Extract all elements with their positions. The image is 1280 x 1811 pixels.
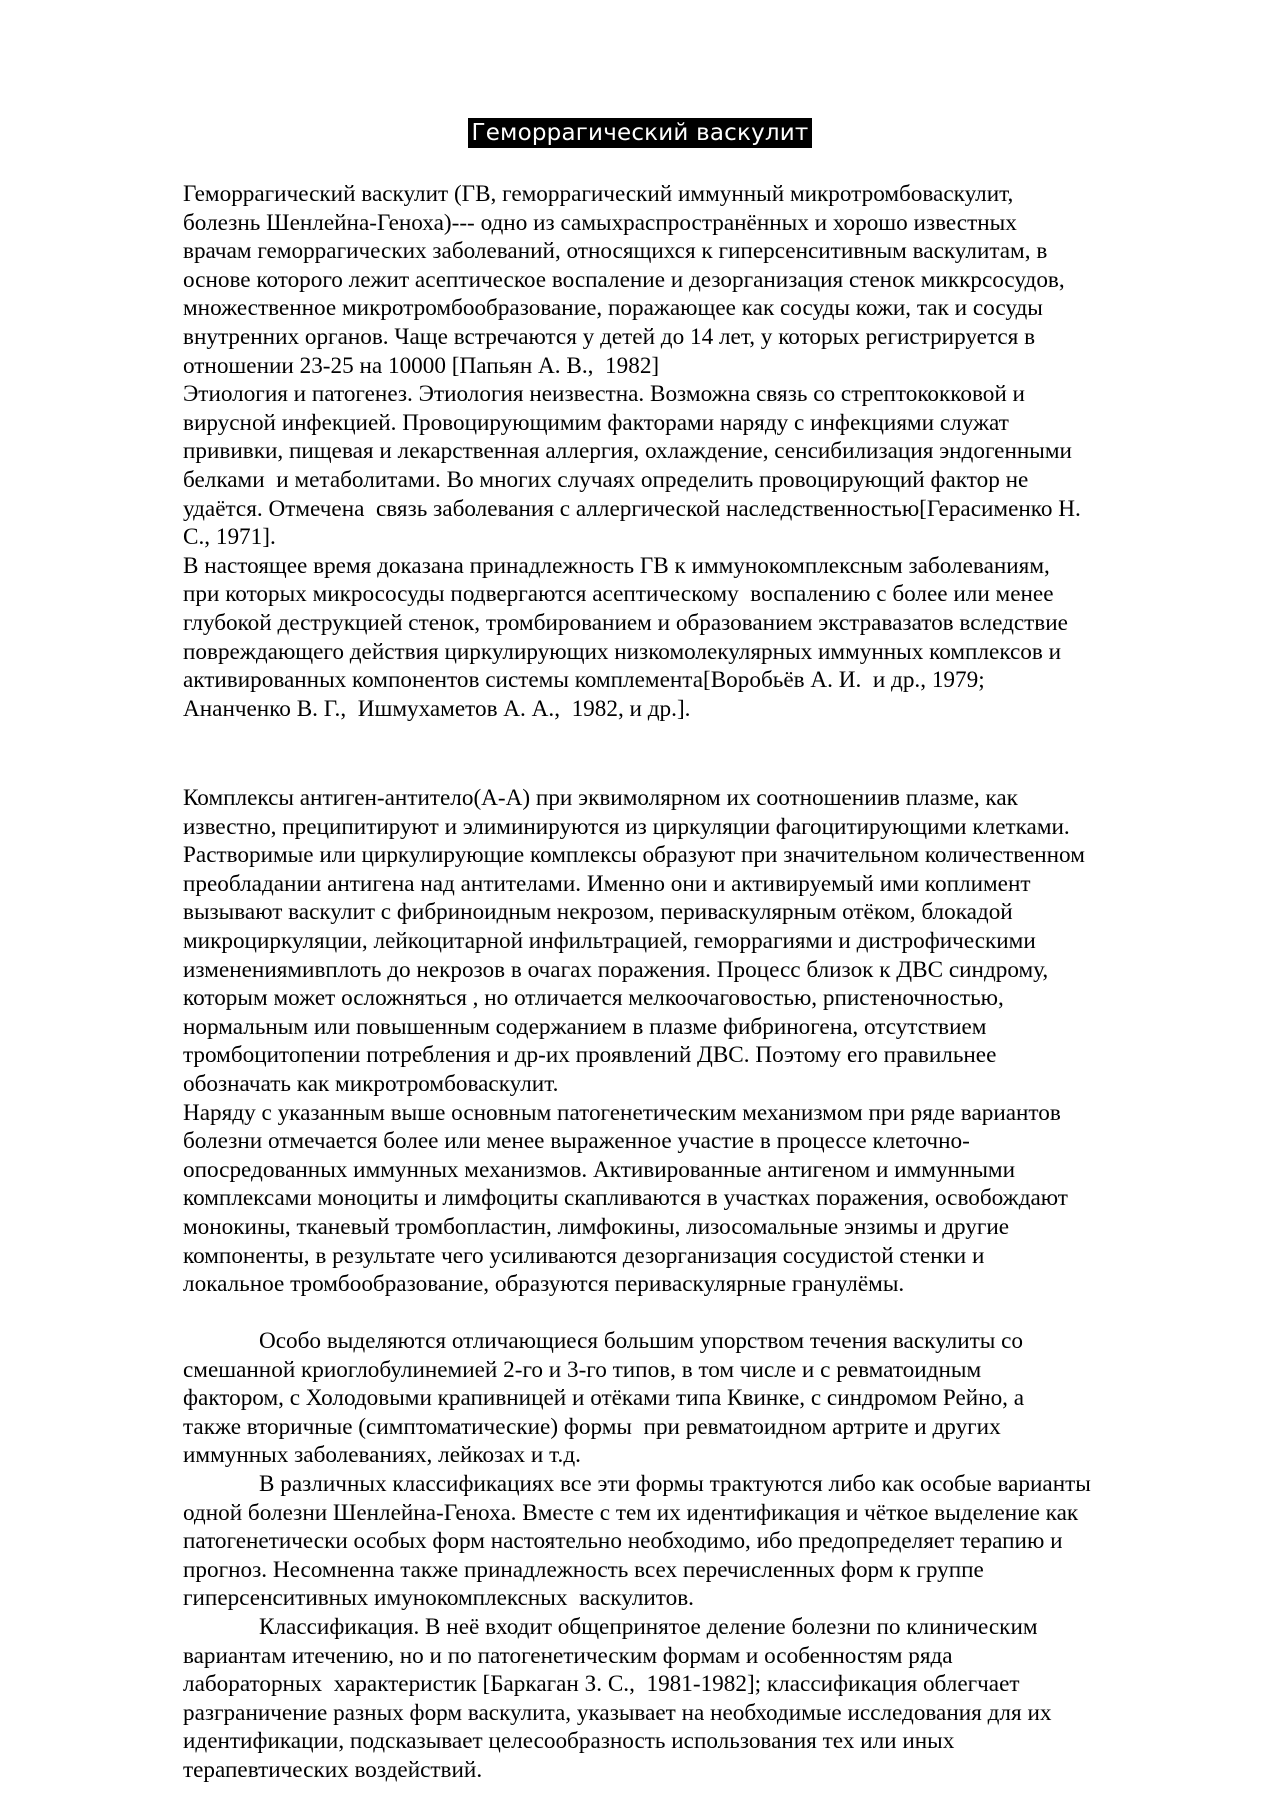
text-line: вирусной инфекцией. Провоцирующимим факторами наряду с инфекциями служат — [183, 409, 1009, 436]
text-line: Ананченко В. Г., Ишмухаметов А. А., 1982, и др.]. — [183, 695, 691, 722]
text-line: обозначать как микротромбоваскулит. — [183, 1070, 559, 1097]
text-line: комплексами моноциты и лимфоциты скапливаются в участках поражения, освобождают — [183, 1185, 1068, 1212]
title-container — [0, 118, 1280, 148]
text-line: которым может осложняться , но отличается мелкоочаговостью, рпистеночностью, — [183, 985, 1004, 1012]
text-line: основе которого лежит асептическое воспаление и дезорганизация стенок миккрсосудов, — [183, 266, 1065, 293]
text-line: лабораторных характеристик [Баркаган З. С., 1981-1982]; классификация облегчает — [183, 1671, 1020, 1698]
text-line: белками и метаболитами. Во многих случаях определить провоцирующий фактор не — [183, 466, 1029, 493]
text-line: гиперсенситивных имунокомплексных васкулитов. — [183, 1585, 694, 1612]
text-line: изменениямивплоть до некрозов в очагах поражения. Процесс близок к ДВС синдрому, — [183, 956, 1049, 983]
text-line: прогноз. Несомненна также принадлежность всех перечисленных форм к группе — [183, 1556, 984, 1583]
text-line: глубокой деструкцией стенок, тромбированием и образованием экстравазатов вследствие — [183, 609, 1068, 636]
text-line: при которых микрососуды подвергаются асептическому воспалению с более или менее — [183, 581, 1054, 608]
text-line: смешанной криоглобулинемией 2-го и 3-го типов, в том числе и с ревматоидным — [183, 1356, 982, 1383]
text-line: тромбоцитопении потребления и др-их проявлений ДВС. Поэтому его правильнее — [183, 1042, 997, 1069]
text-line: врачам геморрагических заболеваний, относящихся к гиперсенситивным васкулитам, в — [183, 238, 1048, 265]
text-line: нормальным или повышенным содержанием в плазме фибриногена, отсутствием — [183, 1013, 987, 1040]
text-line: Классификация. В неё входит общепринятое деление болезни по клиническим — [259, 1613, 1038, 1640]
text-line: разграничение разных форм васкулита, указывает на необходимые исследования для их — [183, 1699, 1052, 1726]
text-line: Особо выделяются отличающиеся большим упорством течения васкулиты со — [259, 1328, 1024, 1354]
text-line: иммунных заболеваниях, лейкозах и т.д. — [183, 1442, 581, 1469]
text-line: монокины, тканевый тромбопластин, лимфокины, лизосомальные энзимы и другие — [183, 1213, 1010, 1240]
text-line: вариантам итечению, но и по патогенетическим формам и особенностям ряда — [183, 1642, 953, 1669]
paragraph-block-classification — [183, 1327, 1203, 1785]
text-line: В настоящее время доказана принадлежность ГВ к иммунокомплексным заболеваниям, — [183, 552, 1050, 579]
text-line: болезни отмечается более или менее выраженное участие в процессе клеточно- — [183, 1128, 970, 1155]
text-line: одной болезни Шенлейна-Геноха. Вместе с тем их идентификация и чёткое выделение как — [183, 1499, 1079, 1526]
text-line: отношении 23-25 на 10000 [Папьян А. В., 1982] — [183, 352, 660, 379]
text-line: терапевтических воздействий. — [183, 1756, 483, 1783]
text-line: также вторичные (симптоматические) формы при ревматоидном артрите и других — [183, 1413, 1001, 1440]
text-line: Этиология и патогенез. Этиология неизвестна. Возможна связь со стрептококковой и — [183, 381, 1025, 408]
text-line: компоненты, в результате чего усиливаются дезорганизация сосудистой стенки и — [183, 1242, 985, 1269]
text-line: прививки, пищевая и лекарственная аллергия, охлаждение, сенсибилизация эндогенными — [183, 438, 1072, 465]
text-line: известно, преципитируют и элиминируются из циркуляции фагоцитирующими клетками. — [183, 813, 1070, 840]
text-line: идентификации, подсказывает целесообразность использования тех или иных — [183, 1728, 955, 1755]
text-line: вызывают васкулит с фибриноидным некрозом, периваскулярным отёком, блокадой — [183, 899, 1013, 926]
text-line: микроциркуляции, лейкоцитарной инфильтрацией, геморрагиями и дистрофическими — [183, 927, 1036, 954]
paragraph-block-pathogenesis — [183, 784, 1203, 1299]
text-line: локальное тромбообразование, образуются периваскулярные гранулёмы. — [183, 1271, 905, 1298]
text-line: активированных компонентов системы комплемента[Воробьёв А. И. и др., 1979; — [183, 667, 985, 694]
text-line: болезнь Шенлейна-Геноха)--- одно из самыхраспространённых и хорошо известных — [183, 209, 1017, 236]
text-line: Наряду с указанным выше основным патогенетическим механизмом при ряде вариантов — [183, 1099, 1061, 1126]
text-line: С., 1971]. — [183, 524, 276, 551]
paragraph-block-etiology — [183, 180, 1203, 723]
text-line: внутренних органов. Чаще встречаются у детей до 14 лет, у которых регистрируется в — [183, 323, 1036, 350]
text-line: удаётся. Отмечена связь заболевания с аллергической наследственностью[Герасименко Н. — [183, 495, 1081, 522]
text-line: патогенетически особых форм настоятельно необходимо, ибо предопределяет терапию и — [183, 1528, 1063, 1555]
text-line: Растворимые или циркулирующие комплексы образуют при значительном количественном — [183, 842, 1085, 869]
text-line: опосредованных иммунных механизмов. Активированные антигеном и иммунными — [183, 1156, 1016, 1183]
document-title: Геморрагический васкулит — [468, 118, 811, 148]
text-line: фактором, с Холодовыми крапивницей и отёками типа Квинке, с синдромом Рейно, а — [183, 1385, 1025, 1412]
text-line: повреждающего действия циркулирующих низкомолекулярных иммунных комплексов и — [183, 638, 1062, 665]
text-line: Комплексы антиген-антитело(А-А) при эквимолярном их соотношениив плазме, как — [183, 785, 1018, 811]
text-line: Геморрагический васкулит (ГВ, геморрагический иммунный микротромбоваскулит, — [183, 181, 1014, 207]
text-line: преобладании антигена над антителами. Именно они и активируемый ими коплимент — [183, 870, 1031, 897]
text-line: множественное микротромбообразование, поражающее как сосуды кожи, так и сосуды — [183, 295, 1043, 322]
text-line: В различных классификациях все эти формы трактуются либо как особые варианты — [259, 1470, 1091, 1497]
